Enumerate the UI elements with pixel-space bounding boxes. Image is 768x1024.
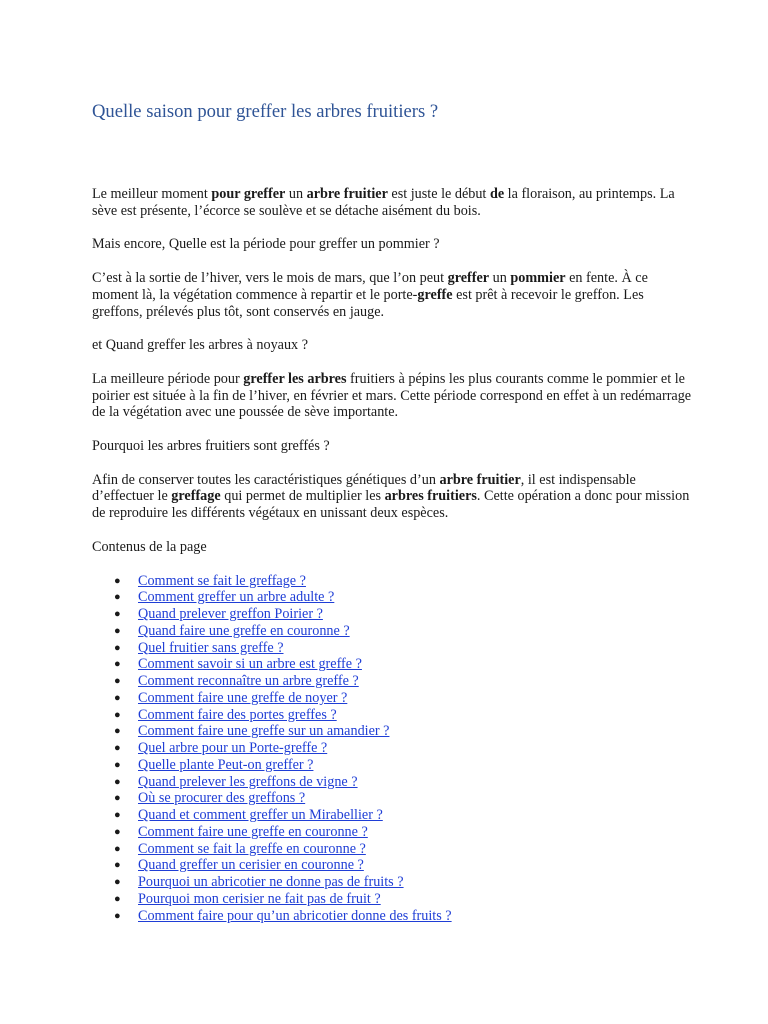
page-title: Quelle saison pour greffer les arbres fruitiers ? (92, 101, 439, 122)
toc-link[interactable]: Quel arbre pour un Porte-greffe ? (138, 740, 328, 757)
toc-link[interactable]: Comment reconnaître un arbre greffe ? (138, 673, 359, 690)
bullet-icon: ● (114, 825, 121, 838)
text-run: et Quand greffer les arbres à noyaux ? (92, 337, 308, 354)
article-body (92, 186, 692, 924)
toc-link[interactable]: Où se procurer des greffons ? (138, 790, 306, 807)
text-run: la floraison, au printemps. La sève est présente, l’écorce se soulève et se détache aisément du bois. (92, 186, 675, 219)
bullet-icon: ● (114, 658, 121, 671)
toc-link[interactable]: Comment se fait le greffage ? (138, 572, 306, 589)
toc-heading: Contenus de la page (92, 538, 207, 555)
bullet-icon: ● (114, 842, 121, 855)
toc-link[interactable]: Quand prelever les greffons de vigne ? (138, 773, 358, 790)
bullet-icon: ● (114, 859, 121, 872)
toc-item (92, 573, 692, 590)
bold-text: arbres fruitiers (384, 488, 477, 505)
toc-item (92, 690, 692, 707)
toc-link[interactable]: Pourquoi un abricotier ne donne pas de fruits ? (138, 874, 404, 891)
text-run: un (285, 186, 307, 202)
bullet-icon: ● (114, 624, 121, 637)
toc-item (92, 623, 692, 640)
toc-item (92, 824, 692, 841)
text-run: en fente. À ce moment là, la végétation commence à repartir et le porte- (92, 270, 648, 303)
bold-text: pommier (510, 270, 566, 287)
bold-text: greffer (447, 270, 490, 287)
bold-text: greffe (417, 286, 453, 303)
text-run: Mais encore, Quelle est la période pour greffer un pommier ? (92, 236, 440, 253)
toc-link[interactable]: Quand faire une greffe en couronne ? (138, 622, 350, 639)
toc-item (92, 790, 692, 807)
toc-item (92, 774, 692, 791)
toc-item (92, 841, 692, 858)
text-run: C’est à la sortie de l’hiver, vers le mois de mars, que l’on peut (92, 270, 448, 287)
toc-item (92, 673, 692, 690)
text-run: un (489, 270, 511, 287)
toc-item (92, 757, 692, 774)
bold-text: greffer les arbres (243, 370, 347, 387)
text-run: est prêt à recevoir le greffon. Les greffons, prélevés plus tôt, sont conservés en jauge. (92, 286, 644, 320)
toc-link[interactable]: Comment greffer un arbre adulte ? (138, 589, 335, 606)
bold-text: pour greffer (211, 186, 286, 202)
bold-text: greffage (171, 488, 221, 505)
toc-item (92, 640, 692, 657)
bullet-icon: ● (114, 691, 121, 704)
toc-link[interactable]: Pourquoi mon cerisier ne fait pas de fruit ? (138, 890, 381, 907)
toc-item (92, 908, 692, 925)
text-run: qui permet de multiplier les (220, 488, 385, 505)
toc-link[interactable]: Comment savoir si un arbre est greffe ? (138, 656, 362, 673)
toc-item (92, 740, 692, 757)
bullet-icon: ● (114, 809, 121, 822)
toc-link[interactable]: Comment faire des portes greffes ? (138, 706, 337, 723)
toc-link[interactable]: Comment faire une greffe de noyer ? (138, 689, 348, 706)
toc-item (92, 589, 692, 606)
toc-link[interactable]: Quelle plante Peut-on greffer ? (138, 756, 314, 773)
toc-item (92, 606, 692, 623)
toc-item (92, 857, 692, 874)
bullet-icon: ● (114, 775, 121, 788)
paragraph (92, 438, 692, 455)
paragraph (92, 270, 692, 320)
text-run: , il est indispensable d’effectuer le (92, 471, 636, 505)
paragraph (92, 186, 692, 219)
paragraphs-container (92, 186, 692, 522)
paragraph (92, 236, 692, 253)
toc-item (92, 707, 692, 724)
toc-list (92, 573, 692, 925)
toc-link[interactable]: Quand prelever greffon Poirier ? (138, 606, 323, 623)
bullet-icon: ● (114, 876, 121, 889)
toc-item (92, 723, 692, 740)
toc-link[interactable]: Comment faire pour qu’un abricotier donne des fruits ? (138, 907, 452, 924)
toc-link[interactable]: Quel fruitier sans greffe ? (138, 639, 284, 656)
toc-link[interactable]: Comment faire une greffe sur un amandier ? (138, 723, 390, 740)
text-run: Afin de conserver toutes les caractéristiques génétiques d’un (92, 471, 440, 488)
toc-link[interactable]: Comment se fait la greffe en couronne ? (138, 840, 366, 857)
bold-text: de (489, 186, 505, 202)
bullet-icon: ● (114, 675, 121, 688)
toc-item (92, 891, 692, 908)
paragraph (92, 371, 692, 421)
bold-text: arbre fruitier (306, 186, 388, 202)
toc-link[interactable]: Comment faire une greffe en couronne ? (138, 823, 368, 840)
bullet-icon: ● (114, 608, 121, 621)
bullet-icon: ● (114, 591, 121, 604)
bullet-icon: ● (114, 742, 121, 755)
toc-item (92, 656, 692, 673)
bullet-icon: ● (114, 758, 121, 771)
text-run: . Cette opération a donc pour mission de reproduire les différents végétaux en unissant deux espèces. (92, 488, 690, 522)
bullet-icon: ● (114, 641, 121, 654)
text-run: Le meilleur moment (92, 186, 212, 202)
toc-item (92, 807, 692, 824)
toc-link[interactable]: Quand et comment greffer un Mirabellier ? (138, 807, 383, 824)
toc-item (92, 874, 692, 891)
bold-text: arbre fruitier (439, 471, 521, 488)
text-run: fruitiers à pépins les plus courants comme le pommier et le poirier est située à la fin de l’hiver, en février et mars. Cette période correspond en effet à un redémarrage de la végétation avec une poussée de sève importante. (92, 370, 692, 421)
text-run: Pourquoi les arbres fruitiers sont greffés ? (92, 438, 330, 455)
bullet-icon: ● (114, 725, 121, 738)
bullet-icon: ● (114, 792, 121, 805)
bullet-icon: ● (114, 909, 121, 922)
bullet-icon: ● (114, 574, 121, 587)
paragraph (92, 337, 692, 354)
text-run: La meilleure période pour (92, 370, 244, 387)
text-run: est juste le début (387, 186, 490, 202)
toc-link[interactable]: Quand greffer un cerisier en couronne ? (138, 857, 364, 874)
bullet-icon: ● (114, 708, 121, 721)
bullet-icon: ● (114, 892, 121, 905)
paragraph (92, 472, 692, 522)
